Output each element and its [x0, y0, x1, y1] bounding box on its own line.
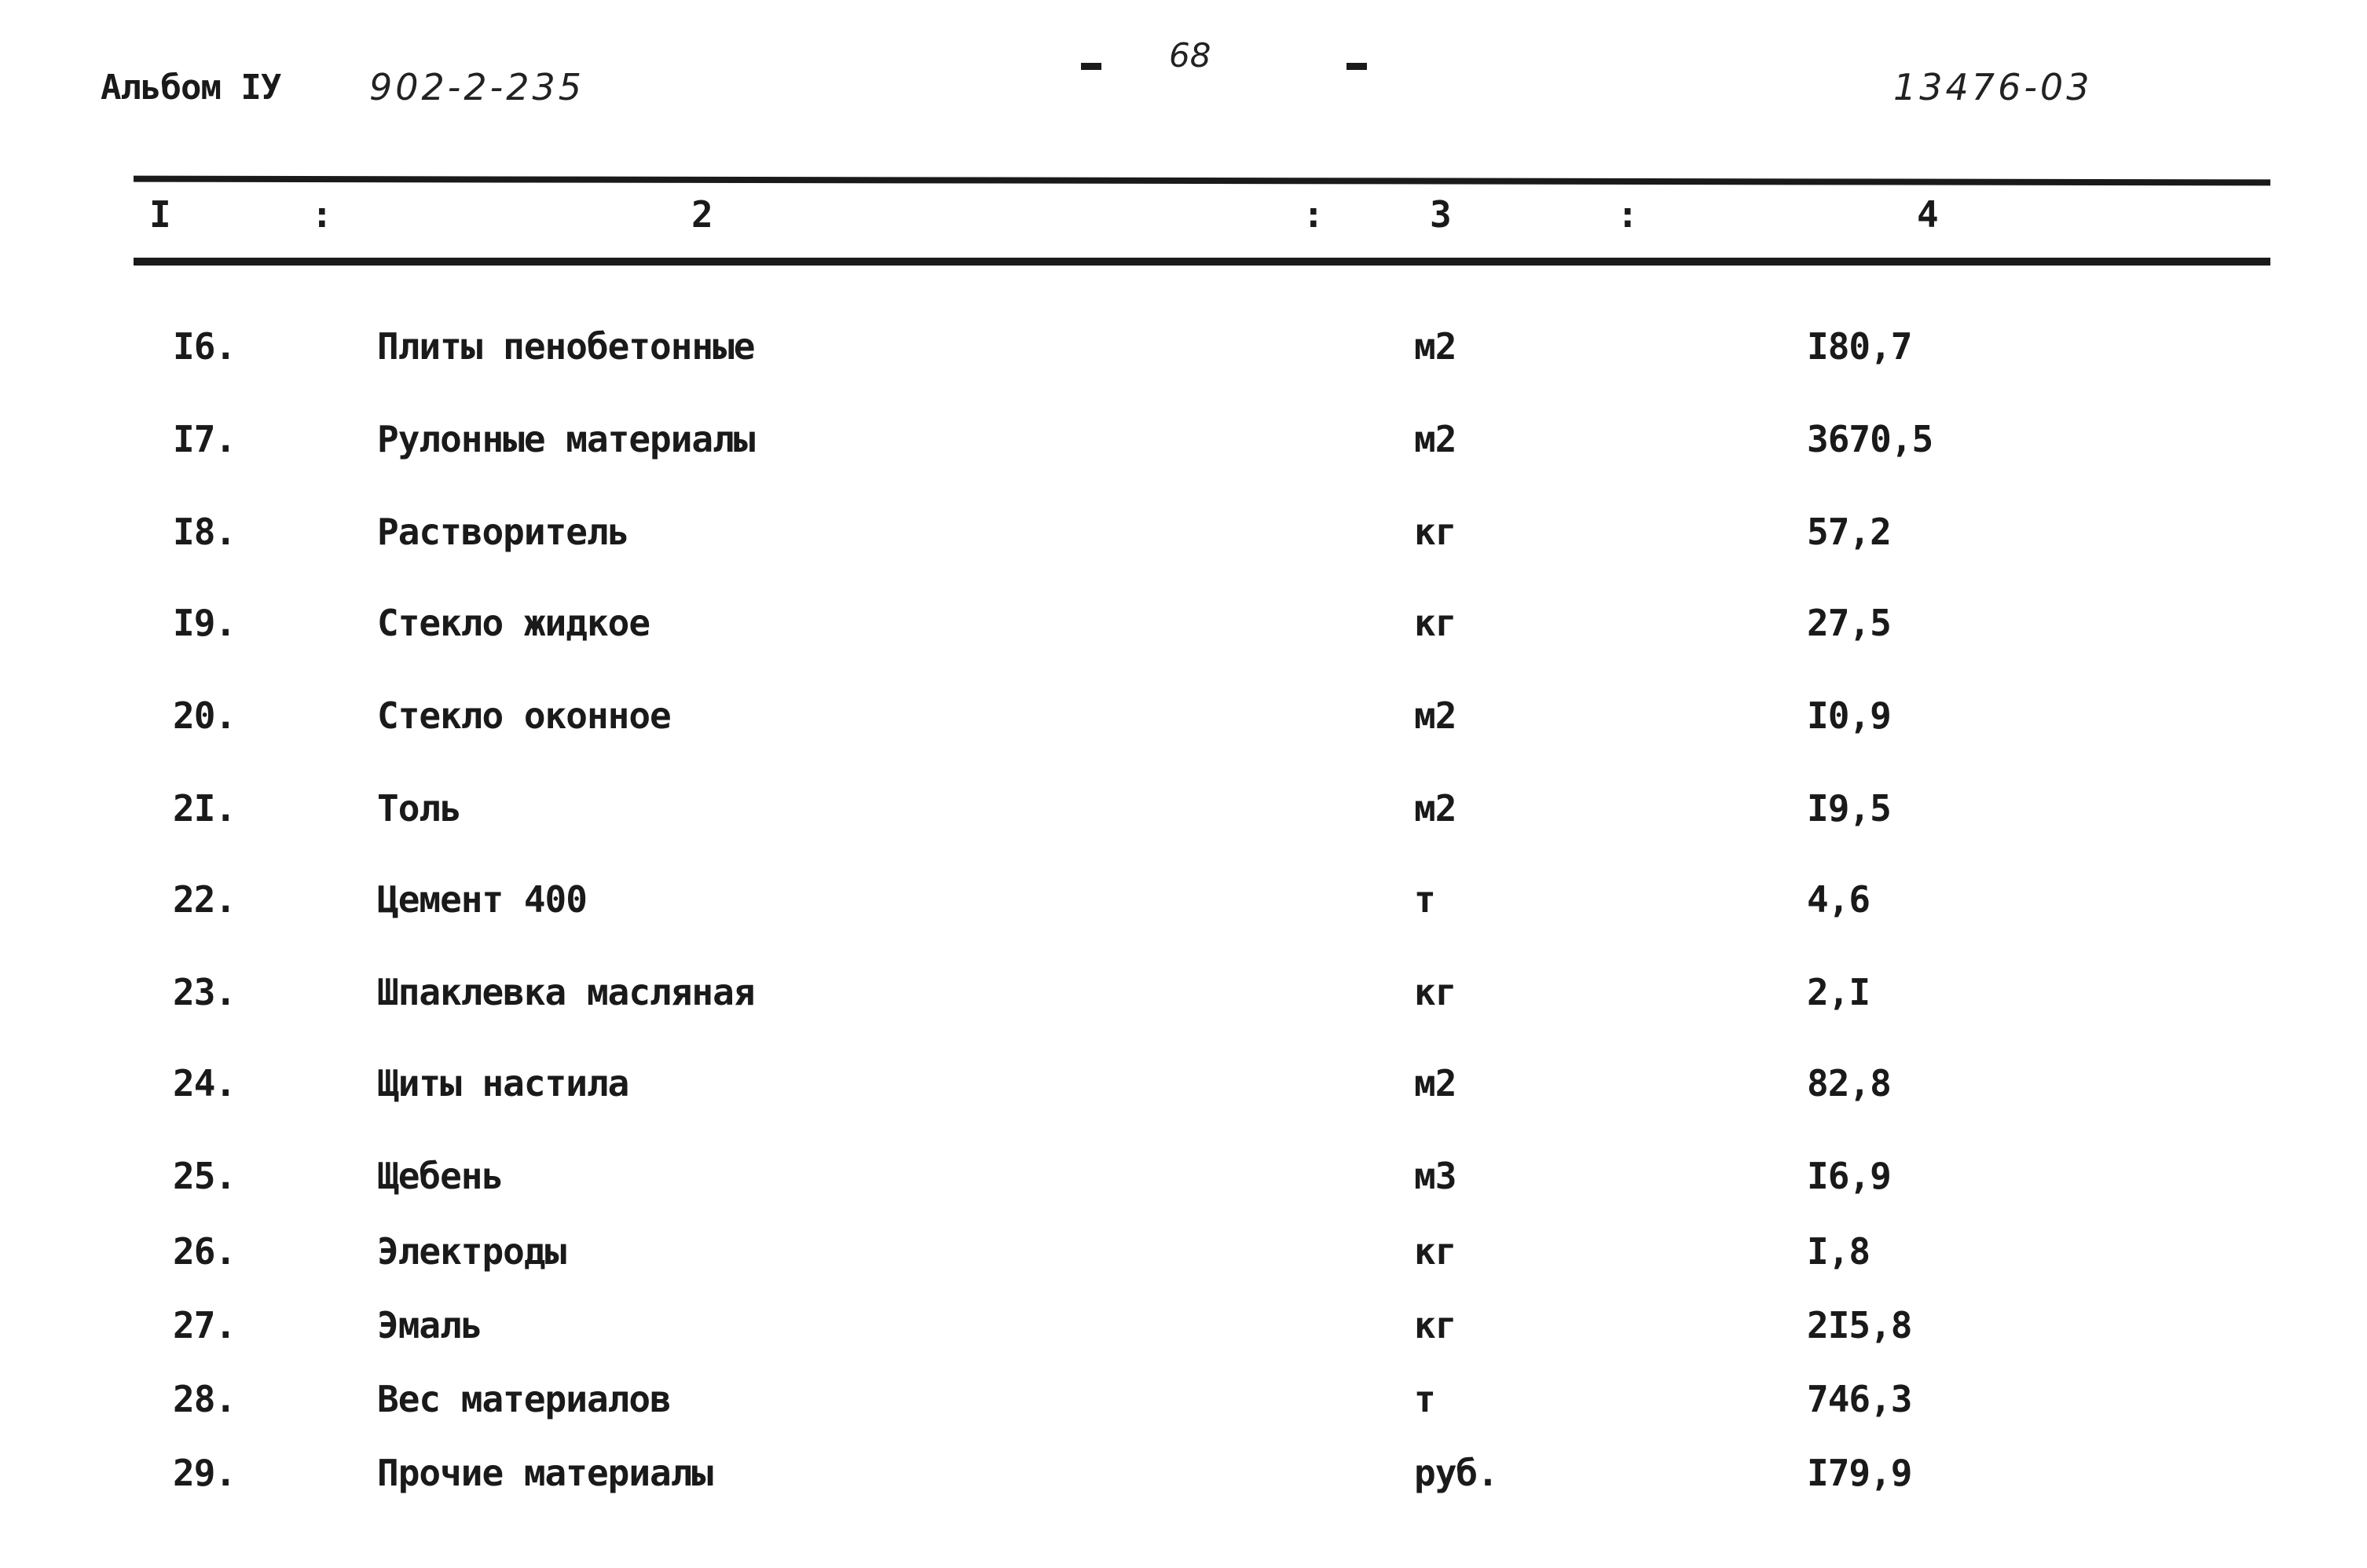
table-row [0, 1378, 2367, 1433]
unit: м2 [1414, 787, 1456, 830]
series-number: 902-2-235 [369, 66, 585, 108]
unit: м2 [1414, 694, 1456, 737]
quantity: I9,5 [1807, 787, 1891, 830]
material-name: Толь [377, 787, 461, 830]
table-row [0, 694, 2367, 749]
table-row [0, 878, 2367, 933]
unit: кг [1414, 971, 1456, 1013]
table-row [0, 602, 2367, 657]
quantity: I,8 [1807, 1230, 1871, 1273]
row-number: I9. [173, 602, 236, 644]
quantity: 2I5,8 [1807, 1304, 1912, 1346]
quantity: I80,7 [1807, 325, 1912, 368]
unit: м2 [1414, 1062, 1456, 1105]
unit: кг [1414, 602, 1456, 644]
document-number: 13476-03 [1893, 66, 2093, 108]
unit: кг [1414, 511, 1456, 553]
material-name: Электроды [377, 1230, 566, 1273]
table-row [0, 787, 2367, 842]
quantity: 27,5 [1807, 602, 1891, 644]
quantity: 746,3 [1807, 1378, 1912, 1420]
quantity: 2,I [1807, 971, 1871, 1013]
column-header-4: 4 [1917, 193, 1939, 236]
table-row [0, 1155, 2367, 1210]
table-row [0, 511, 2367, 566]
column-header-1: I [149, 193, 171, 236]
unit: м2 [1414, 325, 1456, 368]
unit: м3 [1414, 1155, 1456, 1197]
material-name: Эмаль [377, 1304, 482, 1346]
quantity: 4,6 [1807, 878, 1871, 921]
material-name: Щиты настила [377, 1062, 629, 1105]
row-number: I6. [173, 325, 236, 368]
album-label: Альбом IУ [101, 68, 281, 108]
quantity: I79,9 [1807, 1452, 1912, 1494]
table-top-rule [134, 176, 2270, 186]
column-separator: : [311, 193, 333, 236]
unit: кг [1414, 1230, 1456, 1273]
row-number: 2I. [173, 787, 236, 830]
material-name: Стекло оконное [377, 694, 671, 737]
page-number-dash-right [1347, 63, 1367, 70]
quantity: 3670,5 [1807, 418, 1933, 460]
row-number: 28. [173, 1378, 236, 1420]
unit: кг [1414, 1304, 1456, 1346]
unit: т [1414, 878, 1435, 921]
table-row [0, 1452, 2367, 1507]
column-header-3: 3 [1430, 193, 1452, 236]
material-name: Прочие материалы [377, 1452, 713, 1494]
row-number: 20. [173, 694, 236, 737]
row-number: 29. [173, 1452, 236, 1494]
material-name: Растворитель [377, 511, 629, 553]
unit: руб. [1414, 1452, 1498, 1494]
material-name: Цемент 400 [377, 878, 587, 921]
table-row [0, 418, 2367, 473]
page-number: 68 [1169, 36, 1211, 75]
row-number: 26. [173, 1230, 236, 1273]
unit: т [1414, 1378, 1435, 1420]
quantity: 57,2 [1807, 511, 1891, 553]
material-name: Рулонные материалы [377, 418, 755, 460]
unit: м2 [1414, 418, 1456, 460]
page-number-dash-left [1081, 63, 1101, 70]
table-row [0, 1230, 2367, 1285]
row-number: 24. [173, 1062, 236, 1105]
quantity: I6,9 [1807, 1155, 1891, 1197]
table-row [0, 971, 2367, 1026]
column-header-2: 2 [691, 193, 713, 236]
row-number: 25. [173, 1155, 236, 1197]
quantity: 82,8 [1807, 1062, 1891, 1105]
table-header-rule [134, 258, 2270, 266]
material-name: Вес материалов [377, 1378, 671, 1420]
column-separator: : [1617, 193, 1639, 236]
material-name: Стекло жидкое [377, 602, 650, 644]
quantity: I0,9 [1807, 694, 1891, 737]
row-number: 23. [173, 971, 236, 1013]
material-name: Щебень [377, 1155, 504, 1197]
material-name: Плиты пенобетонные [377, 325, 755, 368]
row-number: I7. [173, 418, 236, 460]
row-number: I8. [173, 511, 236, 553]
table-row [0, 1304, 2367, 1359]
row-number: 27. [173, 1304, 236, 1346]
table-row [0, 325, 2367, 380]
material-name: Шпаклевка масляная [377, 971, 755, 1013]
table-row [0, 1062, 2367, 1117]
column-separator: : [1303, 193, 1325, 236]
row-number: 22. [173, 878, 236, 921]
